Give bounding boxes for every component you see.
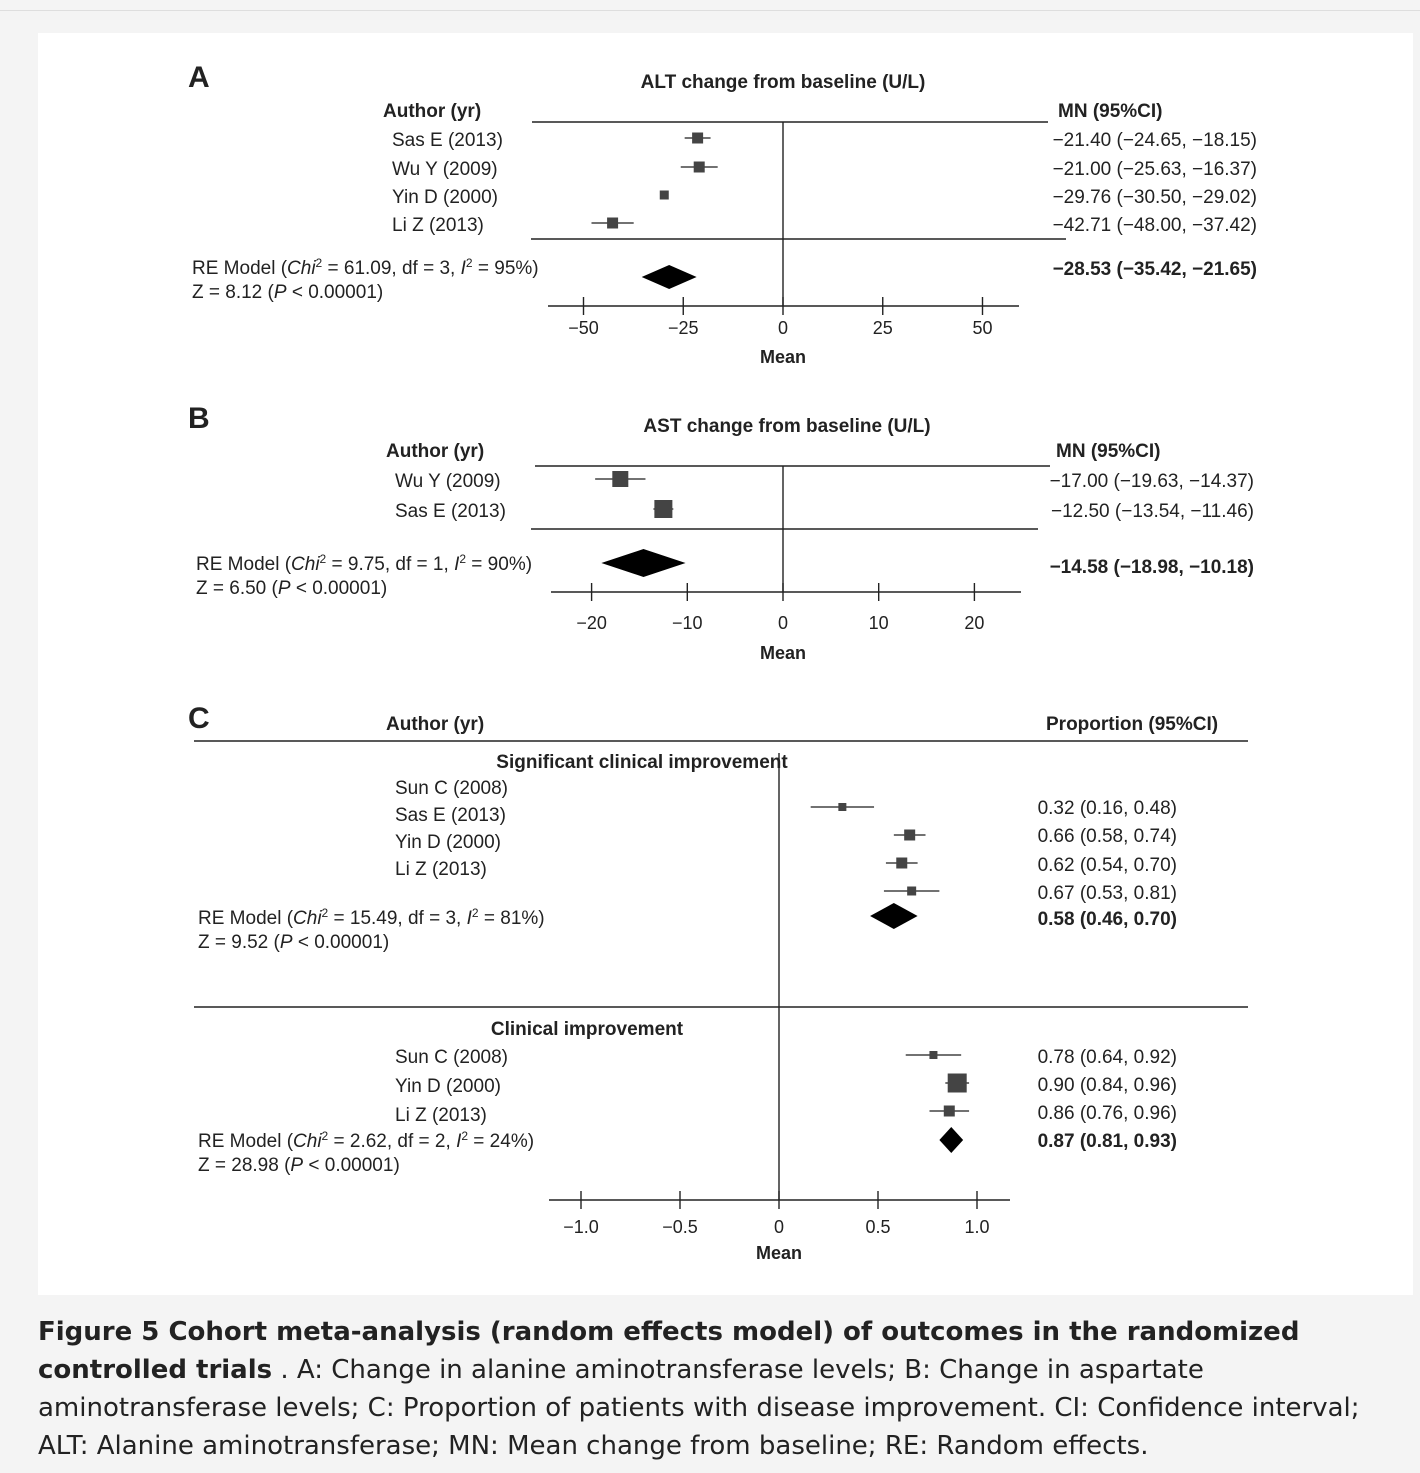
study-author: Wu Y (2009) <box>395 471 501 492</box>
pooled-estimate: 0.58 (0.46, 0.70) <box>1037 909 1177 930</box>
study-author: Sas E (2013) <box>395 805 506 826</box>
study-estimate: 0.62 (0.54, 0.70) <box>1037 855 1177 876</box>
study-author: Sun C (2008) <box>395 778 509 799</box>
panel-a-z-stats: Z = 8.12 (P < 0.00001) <box>192 282 384 303</box>
2-tick-label: 0 <box>773 1217 785 1237</box>
study-estimate: 0.67 (0.53, 0.81) <box>1037 883 1177 904</box>
1-tick-label: 0 <box>777 613 789 633</box>
0-x-axis-title: Mean <box>759 347 807 367</box>
point-estimate-square <box>692 133 703 144</box>
2-tick-label: −1.0 <box>563 1217 599 1237</box>
study-estimate: 0.90 (0.84, 0.96) <box>1037 1075 1177 1096</box>
panel-c-model-stats: RE Model (Chi$^2$ = 15.49, df = 3, $I^2 = 81\%$) <box>198 906 545 929</box>
0-tick-label: −50 <box>568 318 599 338</box>
study-author: Wu Y (2009) <box>392 159 498 180</box>
panel-c-z-stats: Z = 9.52 (P < 0.00001) <box>198 932 390 953</box>
point-estimate-square <box>904 830 915 841</box>
0-tick-label: 0 <box>777 318 789 338</box>
1-x-axis-title: Mean <box>759 643 807 663</box>
panel-a-title: ALT change from baseline (U/L) <box>640 72 926 93</box>
panel-c-group-1-study-1 <box>945 1074 969 1093</box>
point-estimate-square <box>929 1051 937 1059</box>
panel-c-model-stats: RE Model (Chi$^2$ = 2.62, df = 2, $I^2 = 24\%$) <box>198 1129 535 1152</box>
point-estimate-square <box>896 858 907 869</box>
panel-c-group-1-study-0 <box>906 1051 961 1059</box>
study-author: Li Z (2013) <box>392 215 484 236</box>
2-x-axis-title: Mean <box>755 1243 803 1263</box>
panel-c-author-header: Author (yr) <box>386 714 485 735</box>
2-tick-label: 0.5 <box>865 1217 891 1237</box>
study-estimate: −21.40 (−24.65, −18.15) <box>1052 130 1257 151</box>
study-estimate: −21.00 (−25.63, −16.37) <box>1052 159 1257 180</box>
panel-label-b: B <box>188 402 210 435</box>
study-estimate: 0.66 (0.58, 0.74) <box>1037 826 1177 847</box>
0-tick-label: −25 <box>667 318 699 338</box>
caption-title: Figure 5 Cohort meta-analysis (random effects model) of outcomes in the randomized controlled trials <box>38 1317 1300 1385</box>
panel-a-study-0 <box>685 133 711 144</box>
study-author: Sas E (2013) <box>395 501 506 522</box>
panel-a-model-stats: RE Model (Chi$^2$ = 61.09, df = 3, $I^2 = 95\%$) <box>192 256 539 279</box>
2-tick-label: −0.5 <box>662 1217 698 1237</box>
0-tick-label: 50 <box>972 318 993 338</box>
panel-c-value-header: Proportion (95%CI) <box>1046 714 1219 735</box>
subgroup-header: Significant clinical improvement <box>496 752 788 773</box>
study-author: Yin D (2000) <box>395 832 501 853</box>
study-author: Yin D (2000) <box>395 1076 501 1097</box>
pooled-diamond <box>870 903 918 929</box>
study-estimate: 0.32 (0.16, 0.48) <box>1037 798 1177 819</box>
panel-a-study-1 <box>681 162 718 173</box>
panel-c-group-0-study-2 <box>886 858 918 869</box>
panel-c-group-0-study-1 <box>894 830 926 841</box>
study-author: Sun C (2008) <box>395 1047 509 1068</box>
point-estimate-square <box>944 1106 955 1117</box>
pooled-diamond <box>601 549 685 577</box>
study-estimate: −29.76 (−30.50, −29.02) <box>1052 187 1257 208</box>
panel-b-study-1 <box>653 500 673 518</box>
panel-label-a: A <box>188 61 210 94</box>
1-tick-label: 10 <box>868 613 889 633</box>
0-tick-label: 25 <box>872 318 893 338</box>
1-tick-label: 20 <box>964 613 985 633</box>
1-tick-label: −20 <box>576 613 607 633</box>
point-estimate-square <box>838 803 846 811</box>
panel-c-group-0-study-3 <box>884 887 939 896</box>
panel-a-pooled-estimate: −28.53 (−35.42, −21.65) <box>1052 259 1257 280</box>
point-estimate-square <box>948 1074 967 1093</box>
study-author: Yin D (2000) <box>392 187 498 208</box>
panel-b-title: AST change from baseline (U/L) <box>643 416 931 437</box>
panel-c-group-1-study-2 <box>929 1106 969 1117</box>
panel-a-study-2 <box>660 191 669 200</box>
panel-b-z-stats: Z = 6.50 (P < 0.00001) <box>196 578 388 599</box>
figure-panel <box>38 33 1413 1295</box>
pooled-diamond <box>939 1127 963 1153</box>
point-estimate-square <box>660 191 669 200</box>
subgroup-header: Clinical improvement <box>490 1019 684 1040</box>
study-estimate: 0.86 (0.76, 0.96) <box>1037 1103 1177 1124</box>
point-estimate-square <box>694 162 705 173</box>
caption-text: . A: Change in alanine aminotransferase levels; B: Change in aspartate aminotransferase levels; C: Proportion of patients with disease improvement. CI: Confidence interval; ALT: Alanine aminotransferase; MN: Mean change from baseline; RE: Random effects. <box>38 1355 1360 1461</box>
panel-b-author-header: Author (yr) <box>386 441 485 462</box>
study-author: Sas E (2013) <box>392 130 503 151</box>
study-estimate: −42.71 (−48.00, −37.42) <box>1052 215 1257 236</box>
study-estimate: −17.00 (−19.63, −14.37) <box>1049 471 1254 492</box>
panel-b-model-stats: RE Model (Chi$^2$ = 9.75, df = 1, $I^2 = 90\%$) <box>196 552 533 575</box>
panel-b-study-0 <box>595 471 645 487</box>
panel-a-author-header: Author (yr) <box>383 101 482 122</box>
panel-a-value-header: MN (95%CI) <box>1058 101 1163 122</box>
page-frame <box>0 10 1420 1473</box>
2-tick-label: 1.0 <box>964 1217 990 1237</box>
study-estimate: −12.50 (−13.54, −11.46) <box>1050 501 1254 522</box>
panel-a-study-3 <box>591 218 633 229</box>
panel-b-value-header: MN (95%CI) <box>1056 441 1161 462</box>
pooled-estimate: 0.87 (0.81, 0.93) <box>1037 1131 1177 1152</box>
figure-caption <box>38 1313 1413 1465</box>
panel-b-pooled-estimate: −14.58 (−18.98, −10.18) <box>1049 557 1254 578</box>
pooled-diamond <box>642 265 697 289</box>
panel-c-z-stats: Z = 28.98 (P < 0.00001) <box>198 1155 400 1176</box>
point-estimate-square <box>907 887 916 896</box>
point-estimate-square <box>607 218 618 229</box>
study-estimate: 0.78 (0.64, 0.92) <box>1037 1047 1177 1068</box>
point-estimate-square <box>654 500 672 518</box>
panel-c-group-0-study-0 <box>811 803 874 811</box>
forest-plot-figure <box>38 33 1413 1295</box>
point-estimate-square <box>612 471 628 487</box>
1-tick-label: −10 <box>672 613 703 633</box>
study-author: Li Z (2013) <box>395 1105 487 1126</box>
study-author: Li Z (2013) <box>395 859 487 880</box>
panel-label-c: C <box>188 702 210 735</box>
